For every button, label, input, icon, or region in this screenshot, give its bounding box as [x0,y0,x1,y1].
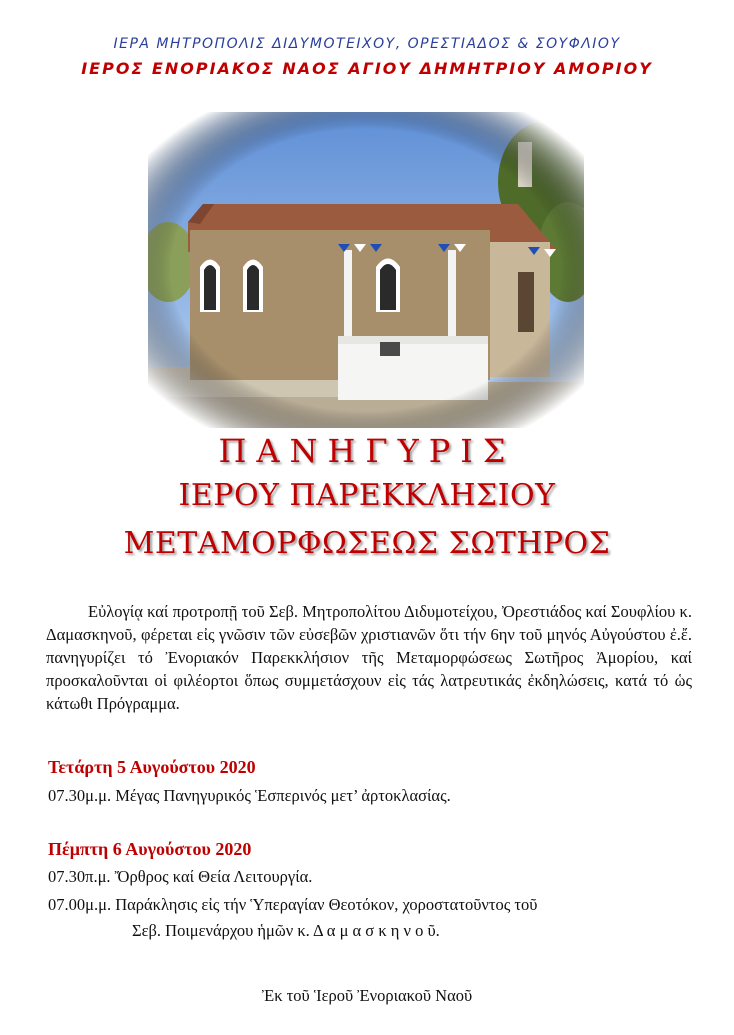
schedule-event-vespers: 07.30μ.μ. Μέγας Πανηγυρικός Ἑσπερινός μετ’ ἀρτοκλασίας. [48,786,451,805]
header-parish: ΙΕΡΟΣ ΕΝΟΡΙΑΚΟΣ ΝΑΟΣ ΑΓΙΟΥ ΔΗΜΗΤΡΙΟΥ ΑΜΟΡΙΟΥ [81,59,653,78]
title-panegyris: ΠΑΝΗΓΥΡΙΣ [218,432,516,470]
chapel-photo [148,112,584,428]
header-metropolis: ΙΕΡΑ ΜΗΤΡΟΠΟΛΙΣ ΔΙΔΥΜΟΤΕΙΧΟΥ, ΟΡΕΣΤΙΑΔΟΣ & ΣΟΥΦΛΙΟΥ [113,36,621,52]
schedule-event-paraklesis-cont: Σεβ. Ποιμενάρχου ἡμῶν κ. Δ α μ α σ κ η ν ο ῦ. [132,921,440,940]
schedule-event-liturgy: 07.30π.μ. Ὄρθρος καί Θεία Λειτουργία. [48,867,313,886]
title-chapel: ΙΕΡΟΥ ΠΑΡΕΚΚΛΗΣΙΟΥ [178,478,556,513]
schedule-event-paraklesis: 07.00μ.μ. Παράκλησις εἰς τήν Ὑπεραγίαν Θεοτόκον, χοροστατοῦντος τοῦ [48,895,538,914]
footer-signature: Ἐκ τοῦ Ἱεροῦ Ἐνοριακοῦ Ναοῦ [261,986,473,1005]
schedule-day-thursday: Πέμπτη 6 Αυγούστου 2020 [48,839,252,859]
title-transfiguration: ΜΕΤΑΜΟΡΦΩΣΕΩΣ ΣΩΤΗΡΟΣ [123,526,611,561]
schedule-day-wednesday: Τετάρτη 5 Αυγούστου 2020 [48,757,256,777]
intro-paragraph: Εὐλογίᾳ καί προτροπῇ τοῦ Σεβ. Μητροπολίτου Διδυμοτείχου, Ὀρεστιάδος καί Σουφλίου κ. Δαμασκηνοῦ, φέρεται εἰς γνῶσιν τῶν εὐσεβῶν χριστιανῶν ὅτι τήν 6ην τοῦ μηνός Αὐγούστου ἐ.ἔ. πανηγυρίζει τό Ἐνοριακόν Παρεκκλήσιον τῆς Μεταμορφώσεως Σωτῆρος Ἀμορίου, καί προσκαλοῦνται οἱ φιλέορτοι ὅπως συμμετάσχουν εἰς τάς λατρευτικάς ἐκδηλώσεις, κατά τό ὡς κάτωθι Πρόγραμμα. [46,602,692,713]
